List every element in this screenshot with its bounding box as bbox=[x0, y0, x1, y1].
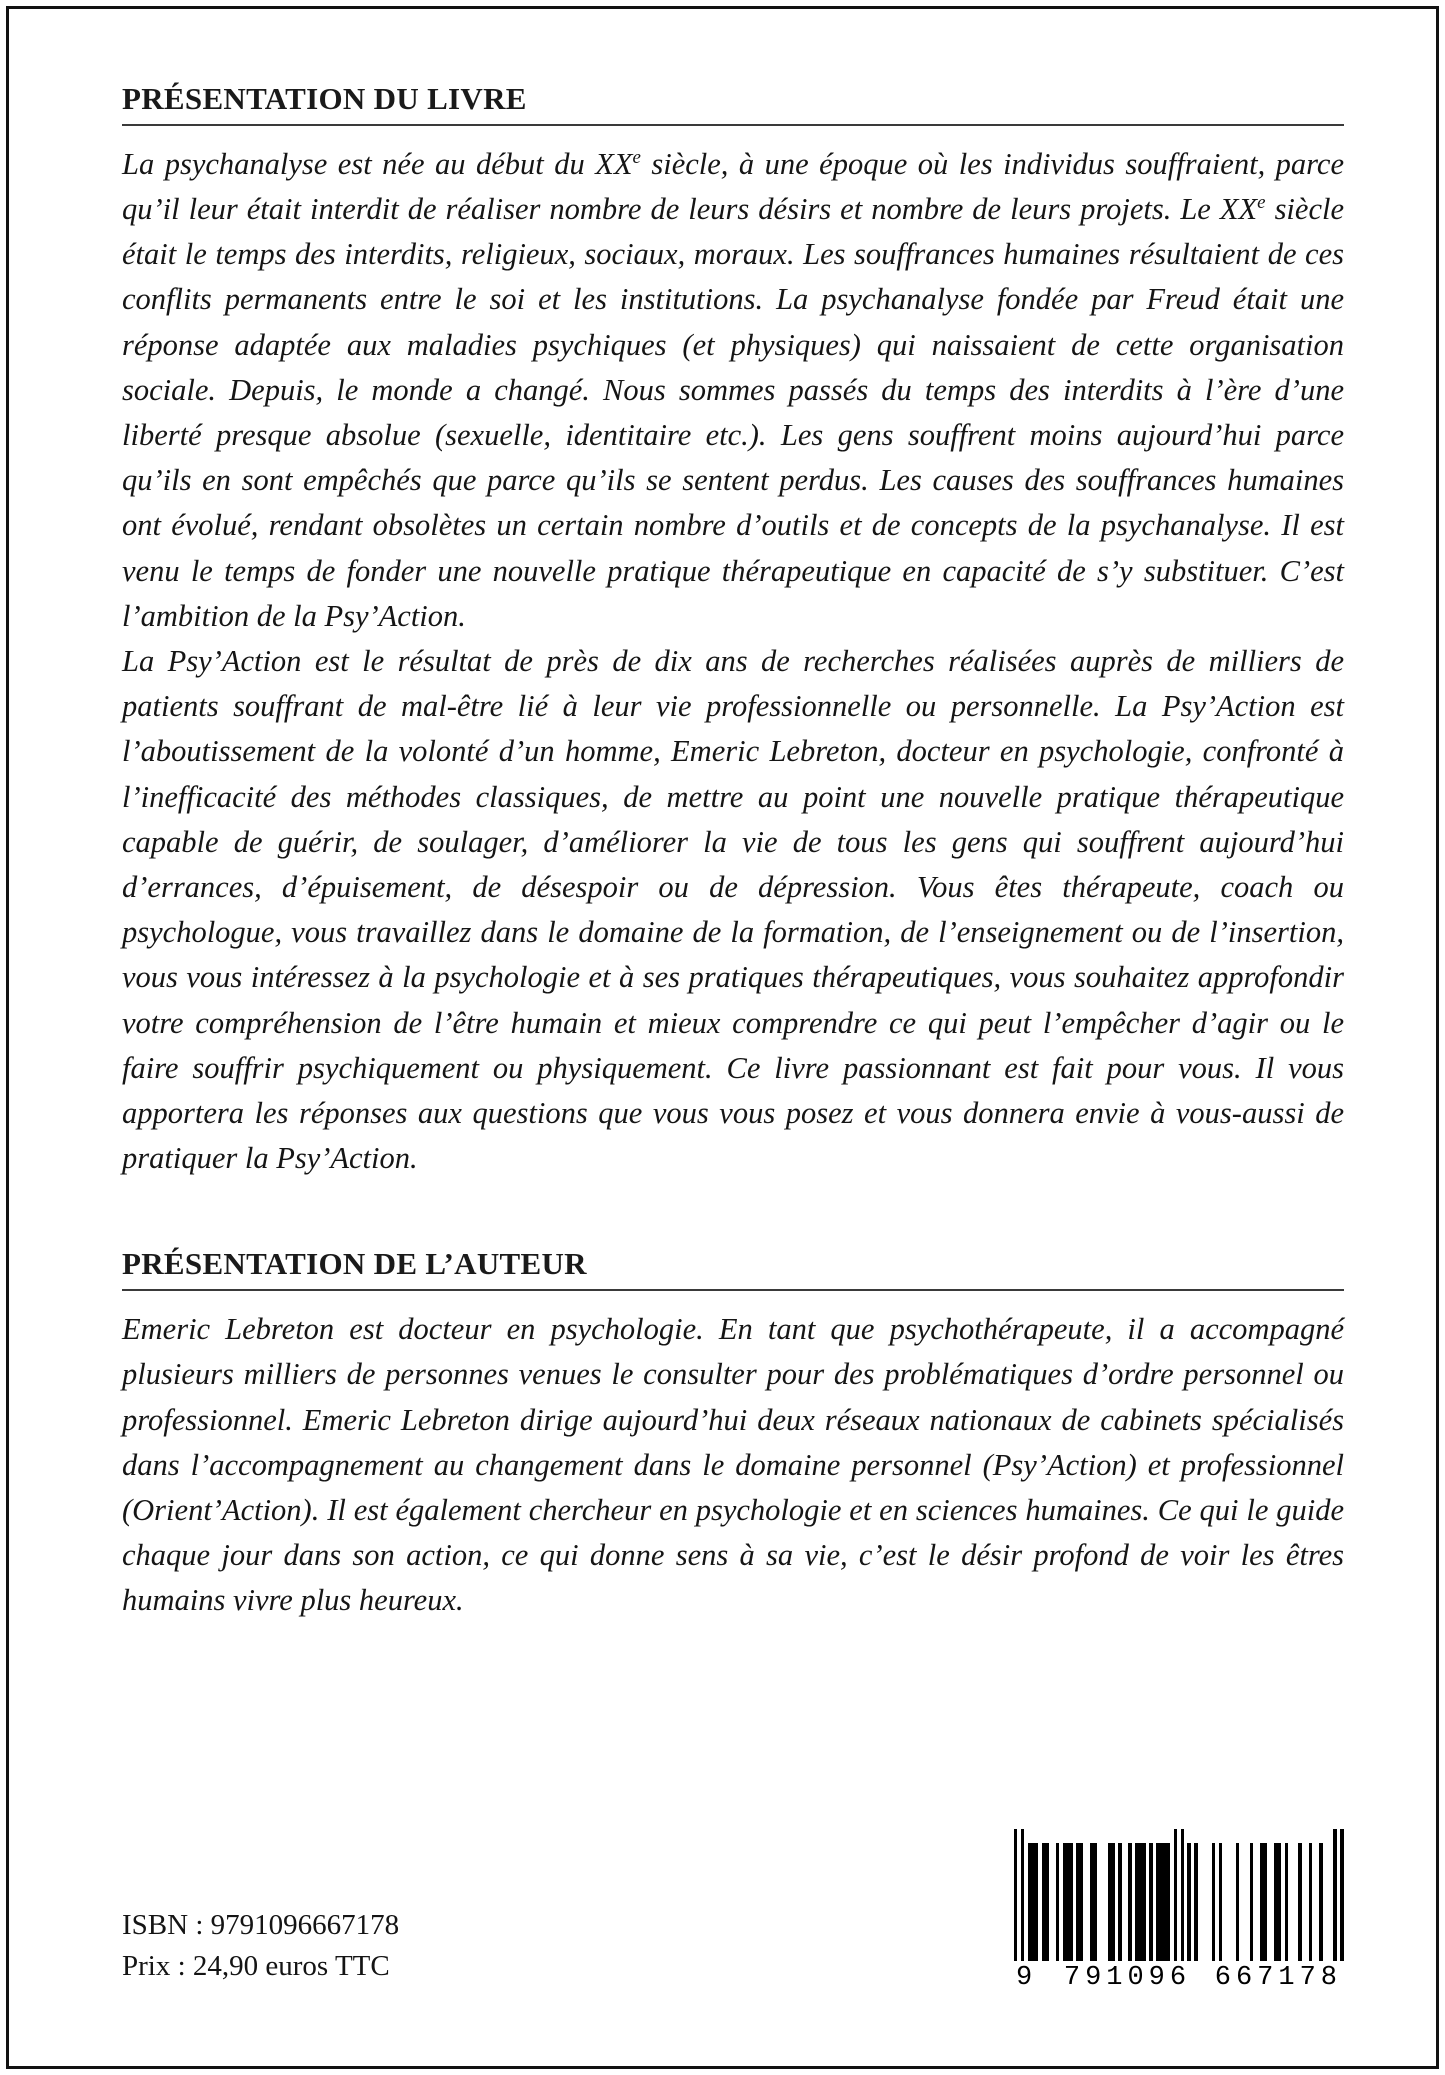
isbn-line: ISBN : 9791096667178 bbox=[122, 1909, 400, 1941]
book-presentation-section bbox=[122, 82, 1344, 1181]
author-presentation-section bbox=[122, 1247, 1344, 1623]
barcode-lead-digit: 9 bbox=[1016, 1963, 1035, 1993]
isbn-price-block bbox=[122, 1905, 399, 1987]
book-presentation-heading: PRÉSENTATION DU LIVRE bbox=[122, 81, 527, 116]
cover-content bbox=[122, 82, 1344, 1624]
barcode-digits bbox=[1014, 1963, 1344, 1993]
paragraph-1-part-3: siècle était le temps des interdits, religieux, sociaux, moraux. Les souffrances humaines résultaient de ces conflits permanents entre le soi et les institutions. La psychanalyse fondée par Freud était une réponse adaptée aux maladies psychiques (et physiques) qui naissaient de cette organisation sociale. Depuis, le monde a changé. Nous sommes passés du temps des interdits à l’ère d’une liberté presque absolue (sexuelle, identitaire etc.). Les gens souffrent moins aujourd’hui parce qu’ils en sont empêchés que parce qu’ils se sentent perdus. Les causes des souffrances humaines ont évolué, rendant obsolètes un certain nombre d’outils et de concepts de la psychanalyse. Il est venu le temps de fonder une nouvelle pratique thérapeutique en capacité de s’y substituer. C’est l’ambition de la Psy’Action. bbox=[122, 191, 1344, 633]
price-line: Prix : 24,90 euros TTC bbox=[122, 1950, 390, 1982]
century-superscript-1: e bbox=[632, 146, 641, 168]
barcode-group-right: 667178 bbox=[1214, 1963, 1342, 1993]
book-presentation-paragraph-2: La Psy’Action est le résultat de près de dix ans de recherches réalisées auprès de milliers de patients souffrant de mal-être lié à leur vie professionnelle ou personnelle. La Psy’Action est l’aboutissement de la volonté d’un homme, Emeric Lebreton, docteur en psychologie, confronté à l’inefficacité des méthodes classiques, de mettre au point une nouvelle pratique thérapeutique capable de guérir, de soulager, d’améliorer la vie de tous les gens qui souffrent aujourd’hui d’errances, d’épuisement, de désespoir ou de dépression. Vous êtes thérapeute, coach ou psychologue, vous travaillez dans le domaine de la formation, de l’enseignement ou de l’insertion, vous vous intéressez à la psychologie et à ses pratiques thérapeutiques, vous souhaitez approfondir votre compréhension de l’être humain et mieux comprendre ce qui peut l’empêcher d’agir ou le faire souffrir psychiquement ou physiquement. Ce livre passionnant est fait pour vous. Il vous apportera les réponses aux questions que vous vous posez et vous donnera envie à vous-aussi de pratiquer la Psy’Action. bbox=[122, 643, 1344, 1176]
cover-footer bbox=[122, 1905, 1344, 1993]
barcode-bars bbox=[1014, 1829, 1344, 1961]
paragraph-1-part-1: La psychanalyse est née au début du XX bbox=[122, 146, 633, 181]
paragraph-1-part-2: siècle, à une époque où les individus souffraient, parce qu’il leur était interdit de réaliser nombre de leurs désirs et nombre de leurs projets. Le XX bbox=[122, 146, 1344, 226]
author-presentation-paragraph: Emeric Lebreton est docteur en psychologie. En tant que psychothérapeute, il a accompagné plusieurs milliers de personnes venues le consulter pour des problématiques d’ordre personnel ou professionnel. Emeric Lebreton dirige aujourd’hui deux réseaux nationaux de cabinets spécialisés dans l’accompagnement au changement dans le domaine personnel (Psy’Action) et professionnel (Orient’Action). Il est également chercheur en psychologie et en sciences humaines. Ce qui le guide chaque jour dans son action, ce qui donne sens à sa vie, c’est le désir profond de voir les êtres humains vivre plus heureux. bbox=[122, 1312, 1344, 1618]
barcode-group-left: 791096 bbox=[1063, 1963, 1192, 1993]
book-presentation-rule bbox=[122, 124, 1344, 126]
ean13-barcode bbox=[1014, 1829, 1344, 1993]
century-superscript-2: e bbox=[1257, 191, 1266, 213]
section-spacer bbox=[122, 1181, 1344, 1247]
author-presentation-heading: PRÉSENTATION DE L’AUTEUR bbox=[122, 1246, 587, 1282]
author-presentation-rule bbox=[122, 1289, 1344, 1291]
book-presentation-paragraph-1 bbox=[122, 142, 1344, 639]
